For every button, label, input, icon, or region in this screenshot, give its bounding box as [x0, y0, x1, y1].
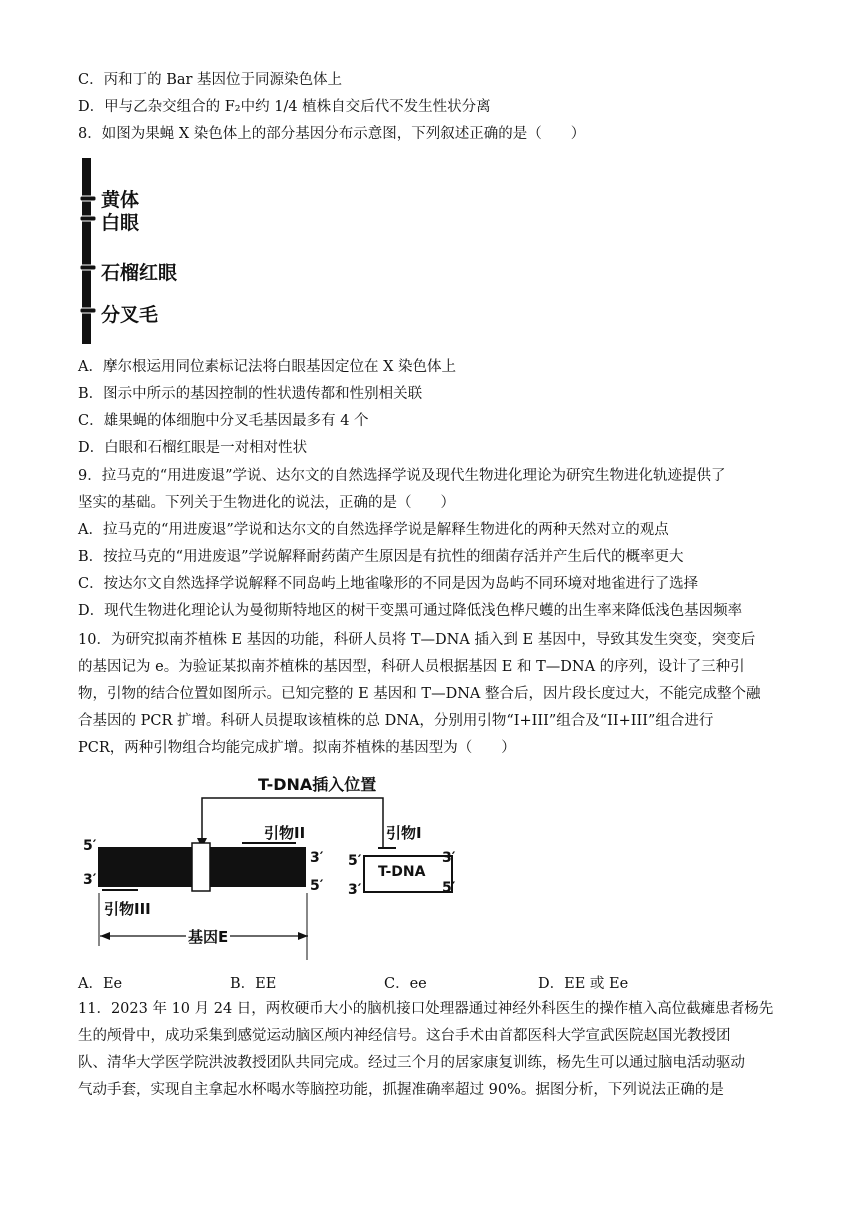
q10-option-a: A．Ee	[78, 976, 123, 992]
gene-mark-2	[80, 216, 96, 221]
q10-option-c: C．ee	[384, 976, 427, 992]
gene-mark-1	[80, 196, 96, 201]
gene-3-prime-left: 3′	[83, 872, 97, 888]
gene-label-yellow: 黄体	[101, 189, 140, 211]
question-8-stem: 8．如图为果蝇 X 染色体上的部分基因分布示意图，下列叙述正确的是（ ）	[78, 126, 586, 142]
tdna-3-prime-left: 3′	[348, 882, 362, 898]
q10-stem-line-4: 合基因的 PCR 扩增。科研人员提取该植株的总 DNA，分别用引物“I+III”组合及“II+III”组合进行	[78, 713, 714, 729]
primer-1-label: 引物I	[386, 824, 422, 842]
gene-label-white-eye: 白眼	[101, 212, 140, 234]
q8-option-b: B．图示中所示的基因控制的性状遗传都和性别相关联	[78, 386, 423, 402]
primer-2-label: 引物II	[264, 824, 306, 842]
tdna-5-prime-right: 5′	[442, 880, 456, 896]
q9-option-a: A．拉马克的“用进废退”学说和达尔文的自然选择学说是解释生物进化的两种天然对立的观点	[78, 522, 669, 538]
q11-stem-line-1: 11．2023 年 10 月 24 日，两枚硬币大小的脑机接口处理器通过神经外科医生的操作植入高位截瘫患者杨先	[78, 1001, 774, 1017]
q11-stem-line-3: 队、清华大学医学院洪波教授团队共同完成。经过三个月的居家康复训练，杨先生可以通过脑电活动驱动	[78, 1055, 745, 1071]
q9-stem-line-2: 坚实的基础。下列关于生物进化的说法，正确的是（ ）	[78, 495, 455, 511]
option-c-line: C．丙和丁的 Bar 基因位于同源染色体上	[78, 72, 343, 88]
chromosome-figure	[80, 158, 200, 348]
q10-option-b: B．EE	[230, 976, 277, 992]
tdna-3-prime-right: 3′	[442, 850, 456, 866]
tdna-insertion-title: T-DNA插入位置	[258, 775, 377, 794]
q10-stem-line-2: 的基因记为 e。为验证某拟南芥植株的基因型，科研人员根据基因 E 和 T—DNA 的序列，设计了三种引	[78, 659, 745, 675]
chromosome-bar	[82, 158, 91, 344]
q11-stem-line-4: 气动手套，实现自主拿起水杯喝水等脑控功能，抓握准确率超过 90%。据图分析，下列说法正确的是	[78, 1082, 724, 1098]
tdna-5-prime-left: 5′	[348, 853, 362, 869]
gene-3-prime-right: 3′	[310, 850, 324, 866]
gene-5-prime-left: 5′	[83, 838, 97, 854]
gene-e-label: 基因E	[188, 928, 229, 946]
tdna-figure	[78, 768, 478, 964]
gene-mark-3	[80, 265, 96, 270]
q10-stem-line-5: PCR，两种引物组合均能完成扩增。拟南芥植株的基因型为（ ）	[78, 740, 516, 756]
q8-option-a: A．摩尔根运用同位素标记法将白眼基因定位在 X 染色体上	[78, 359, 457, 375]
gene-span-arrow-left	[100, 932, 110, 940]
q10-stem-line-1: 10．为研究拟南芥植株 E 基因的功能，科研人员将 T—DNA 插入到 E 基因中，导致其发生突变，突变后	[78, 632, 756, 648]
q10-option-d: D．EE 或 Ee	[538, 976, 629, 992]
insertion-site-box	[192, 843, 210, 891]
q9-option-c: C．按达尔文自然选择学说解释不同岛屿上地雀喙形的不同是因为岛屿不同环境对地雀进行了选择	[78, 576, 699, 592]
q9-stem-line-1: 9．拉马克的“用进废退”学说、达尔文的自然选择学说及现代生物进化理论为研究生物进化轨迹提供了	[78, 468, 726, 484]
q8-option-c: C．雄果蝇的体细胞中分叉毛基因最多有 4 个	[78, 413, 369, 429]
gene-5-prime-right: 5′	[310, 878, 324, 894]
gene-label-garnet-eye: 石榴红眼	[101, 262, 178, 284]
primer-3-label: 引物III	[104, 900, 151, 918]
gene-mark-4	[80, 308, 96, 313]
q8-option-d: D．白眼和石榴红眼是一对相对性状	[78, 440, 308, 456]
q10-stem-line-3: 物，引物的结合位置如图所示。已知完整的 E 基因和 T—DNA 整合后，因片段长度过大，不能完成整个融	[78, 686, 761, 702]
option-d-line: D．甲与乙杂交组合的 F₂中约 1/4 植株自交后代不发生性状分离	[78, 99, 491, 115]
q9-option-d: D．现代生物进化理论认为曼彻斯特地区的树干变黑可通过降低浅色桦尺蠖的出生率来降低浅色基因频率	[78, 603, 743, 619]
gene-label-forked-bristle: 分叉毛	[101, 304, 159, 326]
tdna-box-label: T-DNA	[378, 864, 426, 880]
q11-stem-line-2: 生的颅骨中，成功采集到感觉运动脑区颅内神经信号。这台手术由首都医科大学宣武医院赵国光教授团	[78, 1028, 731, 1044]
q9-option-b: B．按拉马克的“用进废退”学说解释耐药菌产生原因是有抗性的细菌存活并产生后代的概率更大	[78, 549, 684, 565]
